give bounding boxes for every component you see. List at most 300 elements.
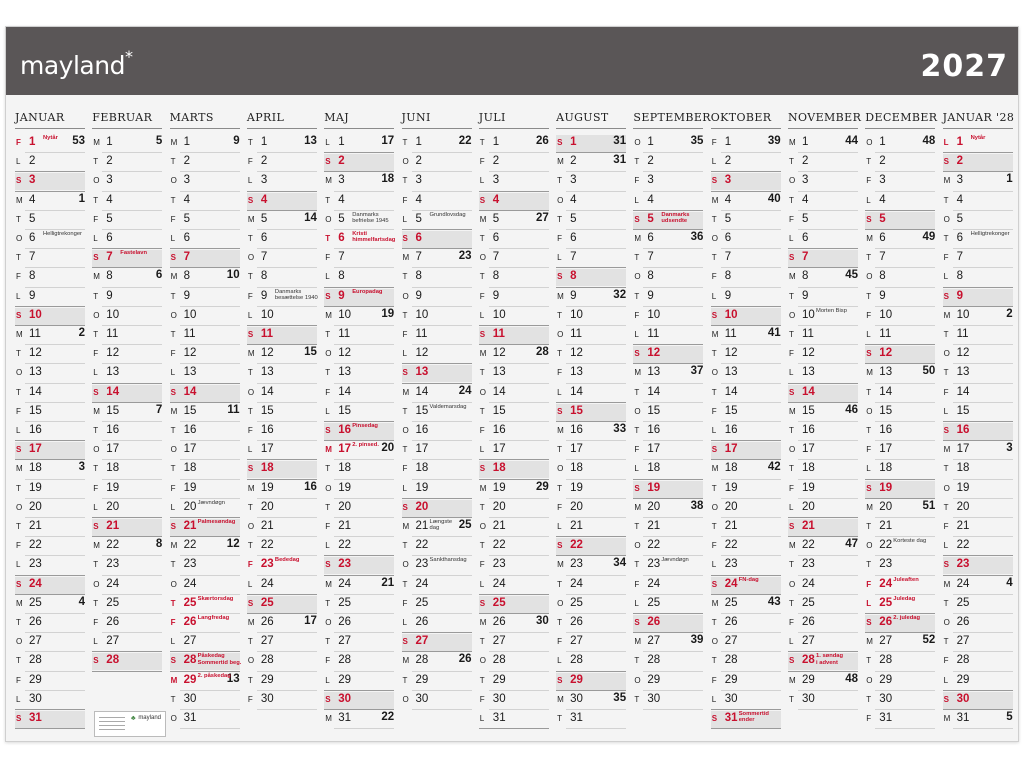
weekday-letter: O: [711, 637, 718, 647]
day-number: 3: [183, 174, 190, 187]
weekday-letter: T: [711, 483, 717, 493]
week-number: 13: [304, 135, 317, 147]
weekday-letter: T: [325, 368, 331, 378]
fsc-icon: ♣: [131, 715, 136, 722]
day-row: [788, 153, 862, 172]
holiday-note: 2. påskedag: [197, 672, 231, 679]
week-number: 37: [690, 365, 704, 378]
day-number: 13: [802, 366, 815, 379]
day-number: 27: [106, 635, 120, 648]
day-row: [633, 326, 707, 345]
day-row: [402, 268, 476, 287]
day-number: 7: [183, 251, 190, 264]
day-number: 15: [415, 404, 429, 417]
holiday-note: Jævndøgn: [661, 557, 689, 564]
day-separator: [15, 728, 85, 729]
day-number: 22: [415, 539, 429, 552]
week-number: 35: [613, 691, 627, 704]
weekday-letter: O: [866, 138, 873, 147]
weekday-letter: S: [866, 483, 872, 493]
day-row: [15, 403, 89, 422]
weekday-letter: T: [557, 483, 562, 493]
weekday-letter: O: [16, 368, 23, 378]
holiday-note: Helligtrekonger: [970, 231, 1010, 237]
day-row: [633, 556, 707, 575]
day-number: 5: [492, 212, 500, 225]
holiday-note: Danmarks udsendte: [661, 211, 690, 225]
day-separator: [953, 728, 1013, 729]
day-row: [943, 288, 1017, 307]
holiday-note: Pinsedag: [352, 423, 378, 429]
day-row: [479, 211, 553, 230]
day-number: 25: [879, 596, 893, 609]
brand-logo: [20, 47, 133, 80]
weekday-letter: S: [479, 330, 486, 339]
sunday-shade: [15, 711, 85, 728]
weekday-letter: F: [247, 426, 253, 435]
weekday-letter: M: [16, 464, 23, 474]
sunday-shade: [943, 692, 1013, 709]
day-number: 28: [570, 654, 583, 667]
weekday-letter: M: [479, 483, 487, 493]
day-separator: [180, 728, 240, 729]
day-number: 2: [260, 155, 268, 168]
day-number: 7: [724, 251, 732, 264]
day-number: 5: [29, 212, 36, 225]
day-number: 19: [260, 481, 274, 494]
day-row: [92, 230, 166, 249]
sunday-shade: [943, 423, 1013, 440]
sunday-shade: [92, 385, 162, 402]
weekday-letter: M: [789, 138, 796, 147]
sunday-shade: [711, 173, 781, 190]
weekday-letter: M: [93, 406, 100, 416]
day-row: [865, 441, 939, 460]
day-row: [247, 230, 321, 249]
week-number: 11: [227, 403, 240, 416]
day-number: 27: [570, 635, 583, 648]
day-row: [865, 249, 939, 268]
weekday-letter: M: [93, 272, 100, 282]
week-number: 49: [922, 231, 936, 243]
weekday-letter: L: [866, 464, 871, 474]
weekday-letter: T: [247, 675, 253, 685]
day-number: 17: [802, 443, 815, 456]
day-number: 22: [570, 539, 583, 552]
weekday-letter: T: [711, 522, 717, 531]
day-number: 4: [415, 193, 422, 206]
day-number: 18: [724, 462, 738, 475]
day-row: [633, 230, 707, 249]
day-row: [15, 345, 89, 364]
month-name: FEBRUAR: [92, 111, 153, 124]
day-row: [788, 595, 862, 614]
weekday-letter: T: [866, 291, 872, 301]
day-row: [556, 652, 630, 671]
day-row: [402, 403, 476, 422]
week-number: 22: [458, 135, 472, 147]
weekday-letter: F: [634, 579, 640, 589]
holiday-note: Længste dag: [429, 519, 453, 532]
day-number: 4: [802, 193, 809, 206]
day-number: 8: [260, 270, 268, 283]
sunday-shade: [788, 385, 858, 402]
weekday-letter: F: [866, 445, 872, 455]
day-number: 15: [647, 404, 661, 417]
day-number: 1: [106, 136, 113, 148]
day-row: [324, 211, 398, 230]
day-number: 21: [879, 520, 893, 532]
day-number: 4: [260, 193, 268, 206]
day-number: 10: [106, 308, 120, 321]
weekday-letter: T: [247, 234, 253, 243]
day-number: 11: [29, 328, 41, 340]
day-row: [633, 614, 707, 633]
day-number: 20: [260, 500, 274, 513]
week-number: 45: [845, 269, 858, 282]
day-row: [92, 307, 166, 326]
day-number: 28: [647, 654, 661, 667]
day-row: [788, 211, 862, 230]
day-row: [324, 614, 398, 633]
weekday-letter: F: [789, 483, 794, 493]
weekday-letter: L: [325, 138, 330, 147]
day-number: 17: [956, 443, 970, 456]
weekday-letter: S: [93, 387, 99, 397]
day-row: [92, 403, 166, 422]
weekday-letter: F: [479, 694, 485, 704]
weekday-letter: T: [325, 234, 331, 243]
day-number: 4: [956, 193, 963, 206]
day-separator: [92, 671, 162, 672]
weekday-letter: S: [789, 253, 795, 263]
weekday-letter: O: [16, 502, 23, 512]
week-number: 51: [922, 499, 936, 512]
day-number: 10: [29, 308, 42, 321]
weekday-letter: F: [325, 387, 331, 397]
weekday-letter: M: [170, 541, 178, 551]
day-number: 26: [29, 616, 42, 628]
sunday-shade: [633, 481, 703, 498]
day-number: 12: [647, 347, 661, 360]
day-number: 19: [956, 481, 970, 494]
weekday-letter: T: [170, 195, 176, 205]
sunday-shade: [402, 634, 472, 651]
day-row: [943, 384, 1017, 403]
week-number: 2: [1006, 307, 1013, 320]
weekday-letter: T: [170, 291, 176, 301]
day-row: [788, 134, 862, 153]
day-number: 4: [647, 193, 654, 206]
weekday-letter: F: [402, 598, 408, 608]
weekday-letter: M: [402, 253, 410, 263]
weekday-letter: S: [247, 464, 254, 474]
day-number: 6: [647, 232, 654, 244]
day-number: 28: [260, 654, 274, 667]
weekday-letter: O: [943, 214, 950, 224]
day-row: [402, 326, 476, 345]
day-row: [711, 499, 785, 518]
day-number: 19: [338, 481, 351, 494]
day-number: 22: [338, 539, 351, 552]
weekday-letter: L: [557, 387, 562, 397]
day-number: 14: [570, 385, 583, 398]
weekday-letter: O: [170, 445, 177, 455]
day-row: [788, 672, 862, 691]
day-row: [170, 556, 244, 575]
day-number: 23: [802, 558, 815, 571]
day-row: [170, 249, 244, 268]
weekday-letter: S: [634, 349, 640, 359]
day-row: [324, 134, 398, 153]
weekday-letter: T: [943, 195, 949, 205]
day-row: [92, 460, 166, 479]
day-row: [402, 211, 476, 230]
day-separator: [479, 728, 549, 729]
day-row: [865, 672, 939, 691]
week-number: 26: [536, 135, 549, 147]
holiday-note: Europadag: [352, 288, 383, 295]
month-column: [15, 107, 92, 727]
day-number: 18: [492, 462, 506, 475]
day-row: [324, 230, 398, 249]
day-row: [711, 403, 785, 422]
weekday-letter: M: [402, 522, 410, 531]
day-row: [865, 499, 939, 518]
day-number: 17: [183, 443, 197, 456]
weekday-letter: S: [789, 387, 795, 397]
weekday-letter: T: [634, 694, 640, 704]
day-number: 23: [183, 558, 197, 571]
day-number: 20: [724, 500, 738, 513]
day-number: 16: [879, 424, 893, 436]
weekday-letter: L: [325, 541, 330, 551]
day-row: [633, 518, 707, 537]
day-number: 21: [956, 520, 970, 532]
day-row: [247, 556, 321, 575]
day-number: 14: [29, 385, 42, 398]
weekday-letter: M: [247, 214, 255, 224]
day-row: [170, 268, 244, 287]
day-number: 5: [647, 212, 654, 225]
weekday-letter: S: [943, 291, 949, 301]
day-number: 25: [260, 596, 274, 609]
day-row: [943, 614, 1017, 633]
day-number: 15: [260, 404, 274, 417]
day-number: 9: [415, 289, 422, 302]
weekday-letter: M: [170, 406, 178, 416]
day-number: 18: [106, 462, 120, 475]
month-name: MARTS: [169, 111, 214, 124]
day-number: 30: [415, 692, 429, 705]
weekday-letter: S: [325, 157, 331, 167]
day-number: 24: [260, 577, 274, 590]
week-number: 5: [155, 135, 163, 147]
sunday-shade: [324, 692, 394, 709]
day-row: [479, 576, 553, 595]
day-number: 9: [106, 289, 113, 302]
weekday-letter: T: [866, 253, 872, 263]
month-name: JANUAR '28: [942, 111, 1015, 124]
sunday-shade: [943, 289, 1013, 306]
day-row: [170, 518, 244, 537]
day-row: [15, 422, 89, 441]
weekday-letter: F: [711, 675, 717, 685]
day-row: [402, 576, 476, 595]
week-number: 15: [304, 346, 317, 359]
weekday-letter: O: [557, 598, 564, 608]
day-number: 28: [338, 654, 351, 667]
day-row: [92, 364, 166, 383]
day-row: [324, 153, 398, 172]
day-row: [711, 614, 785, 633]
day-row: [943, 518, 1017, 537]
day-number: 8: [647, 270, 654, 283]
day-row: [633, 441, 707, 460]
weekday-letter: O: [711, 368, 718, 378]
day-row: [92, 192, 166, 211]
weekday-letter: F: [711, 138, 717, 147]
weekday-letter: L: [943, 406, 949, 416]
day-number: 14: [415, 385, 429, 398]
weekday-letter: F: [16, 272, 21, 282]
weekday-letter: S: [943, 157, 949, 167]
weekday-letter: T: [711, 387, 717, 397]
day-number: 1: [260, 136, 268, 148]
day-row: [324, 422, 398, 441]
weekday-letter: S: [479, 195, 486, 205]
weekday-letter: S: [170, 522, 176, 531]
day-number: 27: [183, 635, 197, 648]
weekday-letter: M: [170, 675, 178, 685]
day-row: [15, 556, 89, 575]
week-number: 8: [155, 538, 163, 551]
day-row: [556, 480, 630, 499]
day-number: 30: [492, 692, 506, 705]
weekday-letter: T: [93, 426, 99, 435]
day-number: 13: [570, 366, 583, 379]
sunday-shade: [943, 154, 1013, 171]
day-row: [711, 595, 785, 614]
weekday-letter: T: [402, 406, 408, 416]
day-number: 17: [492, 443, 506, 456]
week-number: 10: [226, 269, 240, 282]
sunday-shade: [479, 461, 549, 478]
day-row: [479, 441, 553, 460]
day-row: [479, 518, 553, 537]
day-number: 23: [879, 558, 893, 571]
day-row: [633, 249, 707, 268]
weekday-letter: L: [93, 234, 98, 243]
day-row: [247, 268, 321, 287]
day-number: 4: [106, 193, 113, 206]
day-number: 3: [415, 174, 422, 187]
holiday-note: Påskedag Sommertid beg.: [197, 653, 242, 666]
day-row: [170, 710, 244, 729]
weekday-letter: S: [943, 426, 949, 435]
day-row: [865, 192, 939, 211]
day-row: [479, 633, 553, 652]
weekday-letter: L: [711, 694, 717, 704]
calendar-year: 2027: [920, 49, 1008, 84]
week-number: 17: [304, 615, 317, 627]
day-row: [402, 633, 476, 652]
weekday-letter: T: [789, 426, 794, 435]
weekday-letter: O: [866, 272, 873, 282]
day-number: 1: [956, 136, 963, 148]
weekday-letter: L: [93, 637, 98, 647]
sunday-shade: [711, 442, 781, 459]
weekday-letter: M: [634, 234, 642, 243]
day-row: [788, 691, 862, 710]
day-number: 26: [802, 616, 815, 628]
day-row: [633, 691, 707, 710]
day-number: 24: [415, 577, 429, 590]
weekday-letter: T: [402, 176, 408, 186]
day-number: 11: [647, 328, 660, 340]
day-row: [170, 326, 244, 345]
weekday-letter: F: [479, 426, 485, 435]
day-row: [943, 710, 1017, 729]
month-rule: [711, 128, 781, 129]
day-row: [633, 288, 707, 307]
day-row: [788, 326, 862, 345]
weekday-letter: S: [479, 598, 486, 608]
weekday-letter: T: [789, 157, 794, 167]
day-row: [788, 460, 862, 479]
month-rule: [402, 128, 472, 129]
day-number: 30: [647, 692, 661, 705]
weekday-letter: S: [711, 579, 718, 589]
day-number: 24: [956, 577, 970, 590]
weekday-letter: M: [557, 426, 564, 435]
weekday-letter: M: [170, 272, 178, 282]
day-number: 20: [415, 500, 429, 513]
weekday-letter: T: [170, 560, 176, 570]
day-number: 10: [570, 308, 583, 321]
day-row: [711, 384, 785, 403]
day-row: [556, 268, 630, 287]
weekday-letter: T: [247, 406, 253, 416]
day-separator: [875, 728, 935, 729]
week-number: 2: [78, 327, 85, 339]
weekday-letter: F: [557, 368, 562, 378]
weekday-letter: O: [943, 483, 950, 493]
day-number: 14: [338, 385, 351, 398]
day-row: [15, 441, 89, 460]
month-column: [865, 107, 942, 727]
weekday-letter: F: [170, 618, 176, 627]
day-number: 6: [802, 232, 809, 244]
day-row: [711, 153, 785, 172]
weekday-letter: T: [16, 656, 21, 666]
day-number: 15: [956, 404, 970, 417]
weekday-letter: O: [247, 387, 255, 397]
weekday-letter: T: [93, 330, 99, 339]
weekday-letter: S: [93, 656, 99, 666]
weekday-letter: T: [247, 138, 253, 147]
day-number: 29: [183, 673, 197, 686]
day-row: [788, 172, 862, 191]
day-row: [170, 288, 244, 307]
day-row: [865, 364, 939, 383]
holiday-note: Nytår: [970, 135, 986, 141]
weekday-letter: T: [93, 464, 99, 474]
day-row: [711, 537, 785, 556]
weekday-letter: M: [943, 310, 951, 320]
day-row: [247, 441, 321, 460]
month-column: [479, 107, 556, 727]
